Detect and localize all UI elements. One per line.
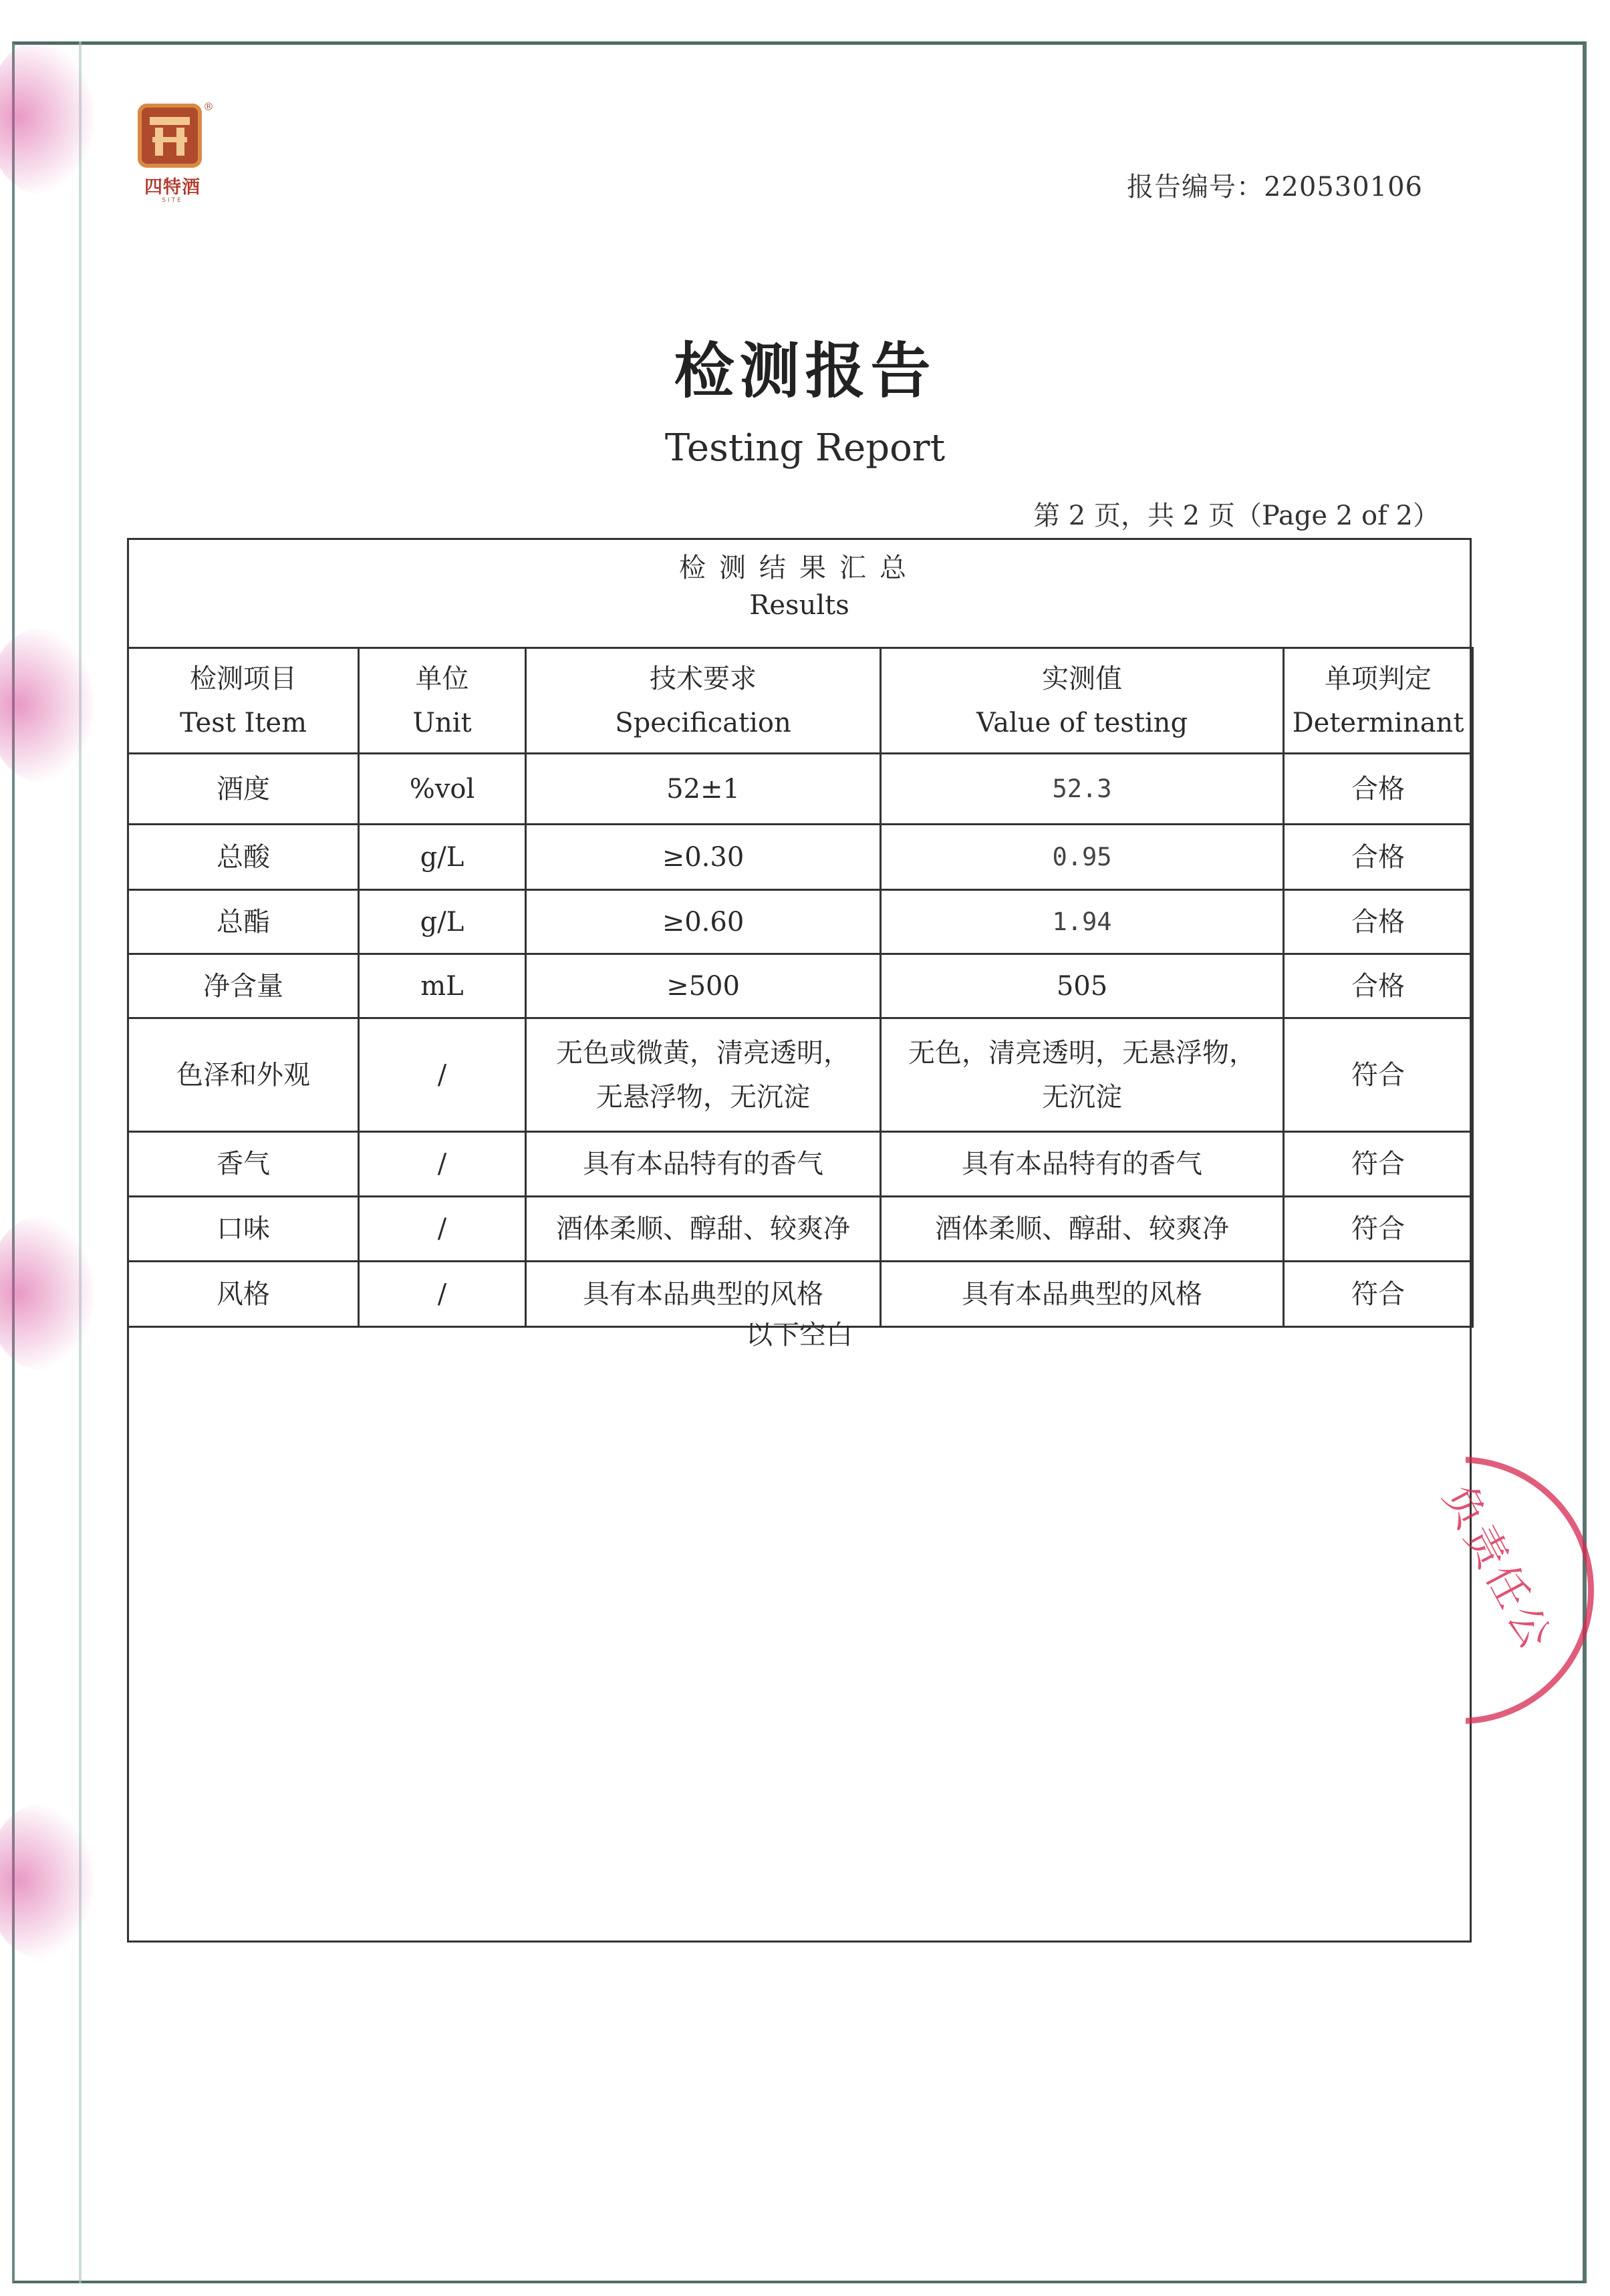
cell-unit: / [359, 1132, 526, 1197]
column-header: 实测值 Value of testing [881, 648, 1284, 754]
cell-value: 52.3 [881, 754, 1284, 825]
cell-spec: 具有本品典型的风格 [526, 1262, 881, 1327]
header-row [128, 648, 1473, 754]
cell-value: 具有本品典型的风格 [881, 1262, 1284, 1327]
cell-spec: 无色或微黄，清亮透明，无悬浮物，无沉淀 [526, 1018, 881, 1132]
page-number: 第 2 页，共 2 页（Page 2 of 2） [1033, 500, 1440, 531]
column-header: 技术要求 Specification [526, 648, 881, 754]
brand-subtitle: SITE [162, 197, 183, 204]
cell-value: 具有本品特有的香气 [881, 1132, 1284, 1197]
cell-result: 符合 [1284, 1262, 1473, 1327]
results-table [127, 538, 1472, 1943]
cell-spec: 具有本品特有的香气 [526, 1132, 881, 1197]
cell-value: 酒体柔顺、醇甜、较爽净 [881, 1197, 1284, 1262]
pavilion-icon [138, 104, 202, 168]
cell-unit: g/L [359, 890, 526, 954]
cell-item: 色泽和外观 [128, 1018, 359, 1132]
brand-name: 四特酒 [144, 177, 200, 198]
column-header: 检测项目 Test Item [128, 648, 359, 754]
cell-result: 符合 [1284, 1197, 1473, 1262]
cell-spec: 52±1 [526, 754, 881, 825]
cell-value: 505 [881, 954, 1284, 1018]
table-row [128, 954, 1473, 1018]
cell-unit: mL [359, 954, 526, 1018]
cell-unit: / [359, 1197, 526, 1262]
registered-mark: ® [203, 100, 214, 113]
cell-spec: ≥0.60 [526, 890, 881, 954]
table-row [128, 1132, 1473, 1197]
table-row [128, 754, 1473, 825]
cell-unit: %vol [359, 754, 526, 825]
report-number-value: 220530106 [1263, 172, 1423, 202]
cell-value: 无色，清亮透明，无悬浮物，无沉淀 [881, 1018, 1284, 1132]
blank-below-note: 以下空白 [746, 1320, 853, 1350]
brand-logo [132, 100, 214, 204]
cell-value: 1.94 [881, 890, 1284, 954]
cell-result: 合格 [1284, 754, 1473, 825]
cell-spec: 酒体柔顺、醇甜、较爽净 [526, 1197, 881, 1262]
cell-item: 总酯 [128, 890, 359, 954]
results-heading [129, 540, 1470, 647]
cell-unit: g/L [359, 825, 526, 890]
cell-result: 合格 [1284, 890, 1473, 954]
page-title-cn: 检测报告 [674, 336, 936, 406]
results-title-cn: 检测结果汇总 [679, 553, 920, 583]
cell-item: 香气 [128, 1132, 359, 1197]
report-number-label: 报告编号： [1126, 172, 1264, 202]
cell-result: 合格 [1284, 954, 1473, 1018]
cell-value: 0.95 [881, 825, 1284, 890]
cell-result: 符合 [1284, 1018, 1473, 1132]
column-header: 单位 Unit [359, 648, 526, 754]
column-header: 单项判定 Determinant [1284, 648, 1473, 754]
cell-unit: / [359, 1262, 526, 1327]
cell-result: 合格 [1284, 825, 1473, 890]
cell-item: 酒度 [128, 754, 359, 825]
report-number [1127, 166, 1423, 204]
table-row [128, 1018, 1473, 1132]
cell-result: 符合 [1284, 1132, 1473, 1197]
cell-item: 风格 [128, 1262, 359, 1327]
page-title-en: Testing Report [664, 426, 946, 470]
cell-item: 口味 [128, 1197, 359, 1262]
results-grid [127, 647, 1474, 1328]
seal-text: 负责任公 [1434, 1476, 1563, 1661]
cell-spec: ≥500 [526, 954, 881, 1018]
table-row [128, 1197, 1473, 1262]
cell-spec: ≥0.30 [526, 825, 881, 890]
cell-item: 净含量 [128, 954, 359, 1018]
results-title-en: Results [749, 590, 849, 621]
table-row [128, 825, 1473, 890]
cell-item: 总酸 [128, 825, 359, 890]
cell-unit: / [359, 1018, 526, 1132]
table-row [128, 890, 1473, 954]
